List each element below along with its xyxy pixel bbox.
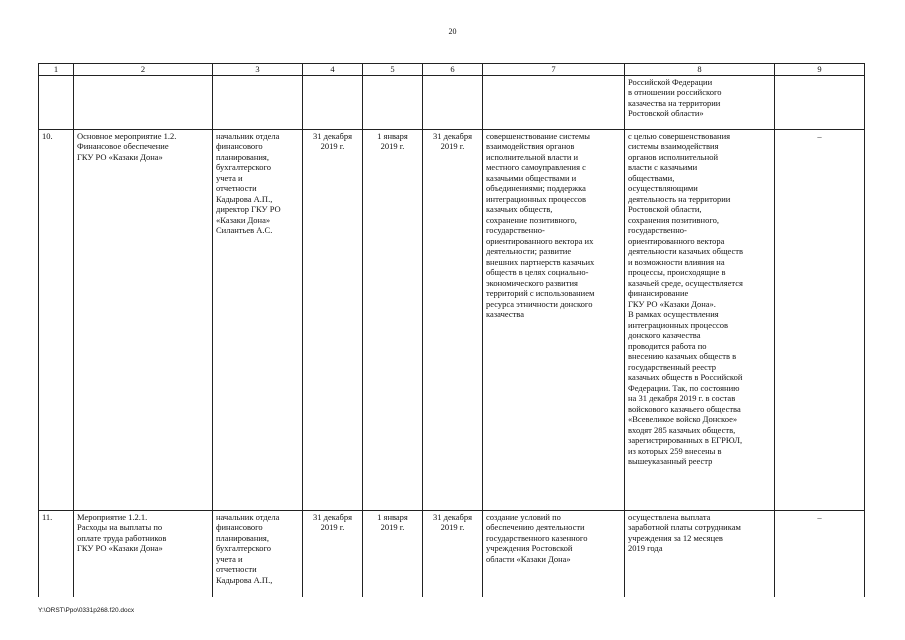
expected-result: создание условий по обеспечению деятельности государственного казенного учреждения Ростовской области «Казаки Дона»: [483, 510, 625, 597]
note-cell: –: [775, 129, 865, 510]
actual-end-date: 31 декабря 2019 г.: [423, 129, 483, 510]
row-number: 11.: [39, 510, 74, 597]
actual-result: осуществлена выплата заработной платы сотрудникам учреждения за 12 месяцев 2019 года: [625, 510, 775, 597]
continuation-row: [39, 75, 865, 129]
activity-name: Основное мероприятие 1.2. Финансовое обеспечение ГКУ РО «Казаки Дона»: [74, 129, 213, 510]
header-row: [39, 64, 865, 76]
header-cell: 9: [775, 64, 865, 76]
continuation-actual-result: Российской Федерации в отношении российского казачества на территории Ростовской области»: [625, 75, 775, 129]
activity-name: Мероприятие 1.2.1. Расходы на выплаты по оплате труда работников ГКУ РО «Казаки Дона»: [74, 510, 213, 597]
header-cell: 3: [213, 64, 303, 76]
header-cell: 2: [74, 64, 213, 76]
row-number: 10.: [39, 129, 74, 510]
actual-end-date: 31 декабря 2019 г.: [423, 510, 483, 597]
page-number: 20: [448, 27, 457, 36]
responsible-executor: начальник отдела финансового планирования, бухгалтерского учета и отчетности Кадырова А.П.,: [213, 510, 303, 597]
header-cell: 5: [363, 64, 423, 76]
actual-result: с целью совершенствования системы взаимодействия органов исполнительной власти с казачьими обществами, осуществляющими деятельность на территории Ростовской области, сохранения позитивного, государственно- ориентированного вектора деятельности казачьих обществ и возможности влияния на процессы, происходящие в казачьей среде, осуществляется финансирование ГКУ РО «Казаки Дона». В рамках осуществления интеграционных процессов донского казачества проводится работа по внесению казачьих обществ в государственный реестр казачьих обществ в Российской Федерации. Так, по состоянию на 31 декабря 2019 г. в состав войскового казачьего общества «Всевеликое войско Донское» входят 285 казачьих обществ, зарегистрированных в ЕГРЮЛ, из которых 259 внесены в вышеуказанный реестр: [625, 129, 775, 510]
file-path-footer: Y:\ORST\Ppo\0331p268.f20.docx: [38, 607, 135, 614]
header-cell: 1: [39, 64, 74, 76]
header-cell: 6: [423, 64, 483, 76]
header-cell: 8: [625, 64, 775, 76]
table-row: [39, 510, 865, 597]
report-table: [38, 63, 865, 597]
planned-date: 31 декабря 2019 г.: [303, 129, 363, 510]
responsible-executor: начальник отдела финансового планирования, бухгалтерского учета и отчетности Кадырова А.П., директор ГКУ РО «Казаки Дона» Силантьев А.С.: [213, 129, 303, 510]
actual-start-date: 1 января 2019 г.: [363, 129, 423, 510]
header-cell: 4: [303, 64, 363, 76]
actual-start-date: 1 января 2019 г.: [363, 510, 423, 597]
note-cell: –: [775, 510, 865, 597]
header-cell: 7: [483, 64, 625, 76]
expected-result: совершенствование системы взаимодействия органов исполнительной власти и местного самоуправления с казачьими обществами и объединениями; поддержка интеграционных процессов казачьих обществ, сохранение позитивного, государственно- ориентированного вектора их деятельности; развитие внешних партнерств казачьих обществ в целях социально- экономического развития территорий с использованием ресурса этничности донского казачества: [483, 129, 625, 510]
table-row: [39, 129, 865, 510]
planned-date: 31 декабря 2019 г.: [303, 510, 363, 597]
